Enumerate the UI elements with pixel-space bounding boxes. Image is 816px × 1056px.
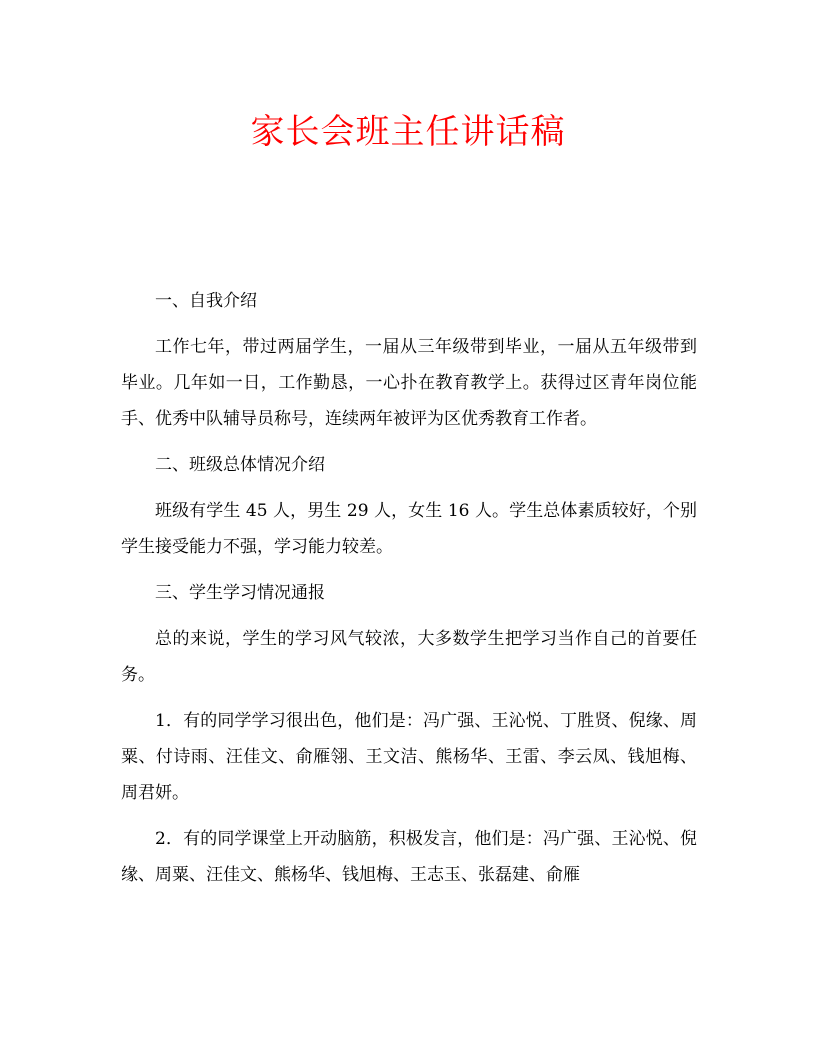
- paragraph-excellent-students: 1．有的同学学习很出色，他们是：冯广强、王沁悦、丁胜贤、倪缘、周粟、付诗雨、汪佳文、俞雁翎、王文洁、熊杨华、王雷、李云凤、钱旭梅、周君妍。: [121, 711, 697, 803]
- document-body: [121, 283, 697, 903]
- paragraph-study-summary: 总的来说，学生的学习风气较浓，大多数学生把学习当作自己的首要任务。: [121, 629, 697, 685]
- section-heading-class-overview: 二、班级总体情况介绍: [155, 455, 325, 475]
- paragraph-self-intro: 工作七年，带过两届学生，一届从三年级带到毕业，一届从五年级带到毕业。几年如一日，工作勤恳，一心扑在教育教学上。获得过区青年岗位能手、优秀中队辅导员称号，连续两年被评为区优秀教育工作者。: [121, 337, 697, 429]
- document-title: 家长会班主任讲话稿: [250, 112, 566, 152]
- section-heading-self-intro: 一、自我介绍: [155, 291, 257, 311]
- paragraph-class-overview: 班级有学生 45 人，男生 29 人，女生 16 人。学生总体素质较好，个别学生接受能力不强，学习能力较差。: [121, 501, 697, 557]
- section-heading-study-report: 三、学生学习情况通报: [155, 583, 325, 603]
- paragraph-active-students: 2．有的同学课堂上开动脑筋，积极发言，他们是：冯广强、王沁悦、倪缘、周粟、汪佳文、熊杨华、钱旭梅、王志玉、张磊建、俞雁: [121, 829, 697, 885]
